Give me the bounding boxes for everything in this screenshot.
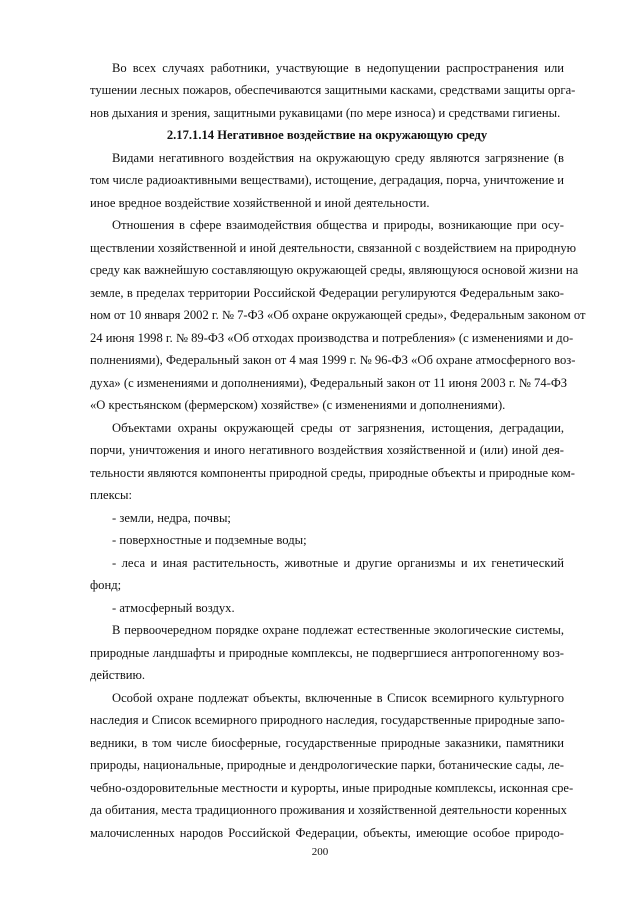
text-line: природные ландшафты и природные комплексы, не подвергшиеся антропогенному воз- [90, 646, 564, 660]
text-line: природы, национальные, природные и дендрологические парки, ботанические сады, ле- [90, 758, 564, 772]
list-item: - земли, недра, почвы; [112, 511, 231, 525]
text-line: иное вредное воздействие хозяйственной и иной деятельности. [90, 196, 430, 210]
text-line: В первоочередном порядке охране подлежат естественные экологические системы, [112, 623, 564, 637]
text-line: Объектами охраны окружающей среды от загрязнения, истощения, деградации, [112, 421, 564, 435]
page-number: 200 [311, 846, 329, 858]
text-line: том числе радиоактивными веществами), истощение, деградация, порча, уничтожение и [90, 173, 565, 187]
text-line: фонд; [90, 578, 122, 592]
text-line: тушении лесных пожаров, обеспечиваются защитными касками, средствами защиты орга- [90, 83, 576, 97]
text-line: Видами негативного воздействия на окружающую среду являются загрязнение (в [112, 151, 564, 165]
text-line: малочисленных народов Российской Федерации, объекты, имеющие особое природо- [90, 826, 564, 840]
text-line: наследия и Список всемирного природного наследия, государственные природные запо- [90, 713, 565, 727]
text-line: 24 июня 1998 г. № 89-ФЗ «Об отходах производства и потребления» (с изменениями и до- [90, 331, 574, 345]
text-line: Особой охране подлежат объекты, включенные в Список всемирного культурного [112, 691, 564, 705]
list-item: - леса и иная растительность, животные и другие организмы и их генетический [112, 556, 564, 570]
text-line: ведники, в том числе биосферные, государственные природные заказники, памятники [90, 736, 564, 750]
text-line: духа» (с изменениями и дополнениями), Федеральный закон от 11 июня 2003 г. № 74-ФЗ [90, 376, 568, 390]
text-line: тельности являются компоненты природной среды, природные объекты и природные ком- [90, 466, 575, 480]
text-line: среду как важнейшую составляющую окружающей среды, являющуюся основой жизни на [90, 263, 579, 277]
text-line: Во всех случаях работники, участвующие в недопущении распространения или [112, 61, 564, 75]
text-line: чебно-оздоровительные местности и курорты, иные природные комплексы, исконная сре- [90, 781, 574, 795]
text-line: да обитания, места традиционного проживания и хозяйственной деятельности коренных [90, 803, 567, 817]
text-line: ществлении хозяйственной и иной деятельности, связанной с воздействием на природную [90, 241, 577, 255]
text-line: земле, в пределах территории Российской Федерации регулируются Федеральным зако- [90, 286, 564, 300]
list-item: - атмосферный воздух. [112, 601, 235, 615]
section-heading: 2.17.1.14 Негативное воздействие на окружающую среду [166, 128, 488, 142]
text-line: ном от 10 января 2002 г. № 7-ФЗ «Об охране окружающей среды», Федеральным законом от [90, 308, 586, 322]
text-line: плексы: [90, 488, 132, 502]
text-line: Отношения в сфере взаимодействия общества и природы, возникающие при осу- [112, 218, 564, 232]
text-line: порчи, уничтожения и иного негативного воздействия хозяйственной и (или) иной дея- [90, 443, 564, 457]
text-line: нов дыхания и зрения, защитными рукавицами (по мере износа) и средствами гигиены. [90, 106, 561, 120]
list-item: - поверхностные и подземные воды; [112, 533, 307, 547]
text-line: полнениями), Федеральный закон от 4 мая 1999 г. № 96-ФЗ «Об охране атмосферного воз- [90, 353, 576, 367]
text-line: действию. [90, 668, 146, 682]
text-line: «О крестьянском (фермерском) хозяйстве» (с изменениями и дополнениями). [90, 398, 506, 412]
